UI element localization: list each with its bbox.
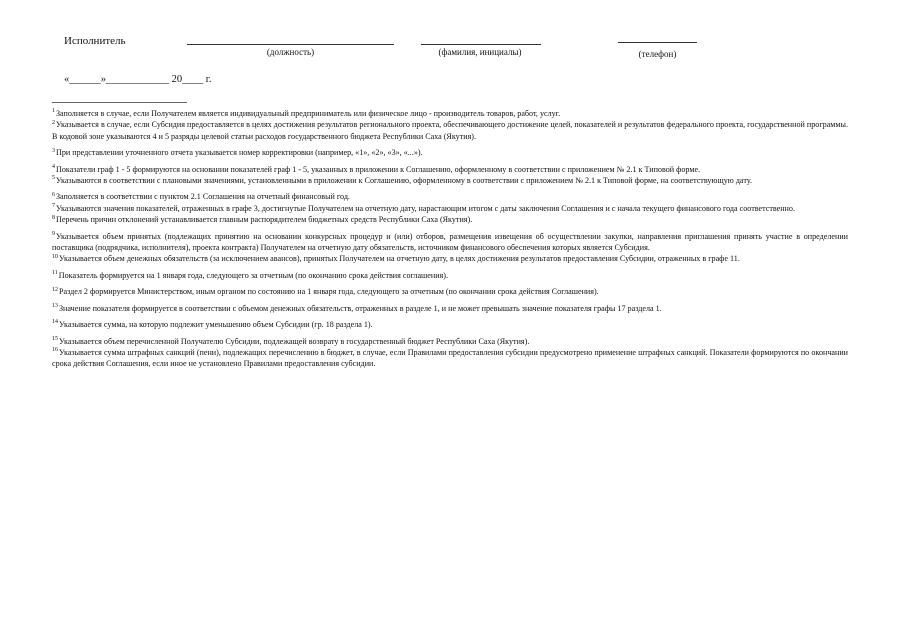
footnote-number: 5 <box>52 175 55 182</box>
footnote-number: 14 <box>52 319 58 326</box>
footnote-9 <box>52 231 848 254</box>
footnote-16 <box>52 347 848 370</box>
footnote-text: Указывается сумма штрафных санкций (пени), подлежащих перечислению в бюджет, в случае, если Правилами предоставления субсидии предусмотрено применение штрафных санкций. Показатели формируются по окончании срока действия Соглашения, если иное не установлено Правилами предоставления субсидии. <box>52 347 848 369</box>
phone-signature-line <box>618 42 697 43</box>
footnote-text: Показатель формируется на 1 января года, следующего за отчетным (по окончанию срока действия соглашения). <box>58 270 448 280</box>
footnote-number: 9 <box>52 230 55 237</box>
name-caption: (фамилия, инициалы) <box>438 47 522 57</box>
footnote-separator <box>52 102 187 103</box>
footnote-5 <box>52 175 848 186</box>
footnote-number: 13 <box>52 303 58 309</box>
footnote-text: При представлении уточненного отчета указывается номер корректировки (например, «1», «2», «3», «...»). <box>56 148 423 158</box>
footnote-text: Раздел 2 формируется Министерством, иным органом по состоянию на 1 января года, следующего за отчетным (по окончании срока действия Соглашения). <box>59 287 599 297</box>
position-caption: (должность) <box>266 47 315 57</box>
footnote-number: 12 <box>52 286 58 293</box>
footnote-11 <box>52 270 848 281</box>
footnote-number: 10 <box>52 253 58 260</box>
footnote-number: 15 <box>52 335 58 342</box>
footnote-10 <box>52 253 848 264</box>
footnote-text: Заполняется в случае, если Получателем является индивидуальный предприниматель или физическое лицо - производитель товаров, работ, услуг. <box>56 109 561 118</box>
footnote-8 <box>52 214 848 225</box>
date-line: «______»____________ 20____ г. <box>64 74 212 85</box>
footnote-3 <box>52 147 848 158</box>
footnote-1 <box>52 108 848 119</box>
executor-label: Исполнитель <box>64 35 126 47</box>
footnote-2 <box>52 119 848 142</box>
footnote-text: Показатели граф 1 - 5 формируются на основании показателей граф 1 - 5, указанных в приложении к Соглашению, оформленному в соответствии с приложением № 2.1 к Типовой форме. <box>56 164 701 174</box>
footnote-7 <box>52 203 848 214</box>
footnote-number: 3 <box>52 147 55 154</box>
footnote-number: 7 <box>52 203 55 210</box>
footnote-text: Указывается сумма, на которую подлежит уменьшению объем Субсидии (гр. 18 раздела 1). <box>59 320 373 330</box>
footnote-text: Указываются значения показателей, отраженных в графе 3, достигнутые Получателем на отчетную дату, нарастающим итогом с даты заключения Соглашения и с начала текущего финансового года соответственно. <box>56 203 795 213</box>
footnote-text: Заполняется в соответствии с пунктом 2.1 Соглашения на отчетный финансовый год. <box>56 192 350 202</box>
footnote-number: 16 <box>52 347 58 354</box>
footnote-15 <box>52 336 848 347</box>
footnote-text: Указывается объем перечисленной Получателю Субсидии, подлежащей возврату в государственный бюджет Республики Саха (Якутия). <box>59 336 530 346</box>
footnote-number: 2 <box>52 119 55 126</box>
footnote-4 <box>52 164 848 175</box>
footnote-text: Значение показателя формируется в соответствии с объемом денежных обязательств, отраженных в разделе 1, и не может превышать значение показателя графы 17 раздела 1. <box>59 303 662 313</box>
footnote-text: Перечень причин отклонений устанавливается главным распорядителем бюджетных средств Республики Саха (Якутия). <box>56 215 473 225</box>
footnote-text: Указывается объем денежных обязательств (за исключением авансов), принятых Получателем на отчетную дату, в целях достижения результатов предоставления Субсидии, отраженных в графе 11. <box>59 254 740 264</box>
footnote-text: Указывается объем принятых (подлежащих принятию на основании конкурсных процедур и (или) отборов, размещения извещения об осуществлении закупки, направления приглашения принять участие в определении поставщика (подрядчика, исполнителя), проекта контракта) Получателем на отчетную дату обязательств, источником финансового обеспечения которых является Субсидия. <box>52 231 848 253</box>
position-signature-line <box>187 44 394 45</box>
footnotes <box>52 108 848 370</box>
footnote-number: 11 <box>52 270 58 277</box>
footnote-6 <box>52 191 848 202</box>
phone-caption: (телефон) <box>638 49 677 59</box>
footnote-14 <box>52 319 848 330</box>
footnote-12 <box>52 286 848 297</box>
name-signature-line <box>421 44 541 45</box>
footnote-number: 6 <box>52 191 55 198</box>
footnote-number: 1 <box>52 108 55 115</box>
footnote-text: Указываются в соответствии с плановыми значениями, установленными в приложении к Соглашению, оформленному в соответствии с приложением № 2.1 к Типовой форме, на соответствующую дату. <box>56 176 753 186</box>
footnote-number: 4 <box>52 163 55 170</box>
footnote-number: 8 <box>52 214 55 221</box>
footnote-text: Указывается в случае, если Субсидия предоставляется в целях достижения результатов регионального проекта, обеспечивающего достижение целей, показателей и результатов федерального проекта, государственной программы. В кодовой зоне указываются 4 и 5 разряды целевой статьи расходов государственного бюджета Республики Саха (Якутия). <box>52 120 848 141</box>
footnote-13 <box>52 303 848 314</box>
